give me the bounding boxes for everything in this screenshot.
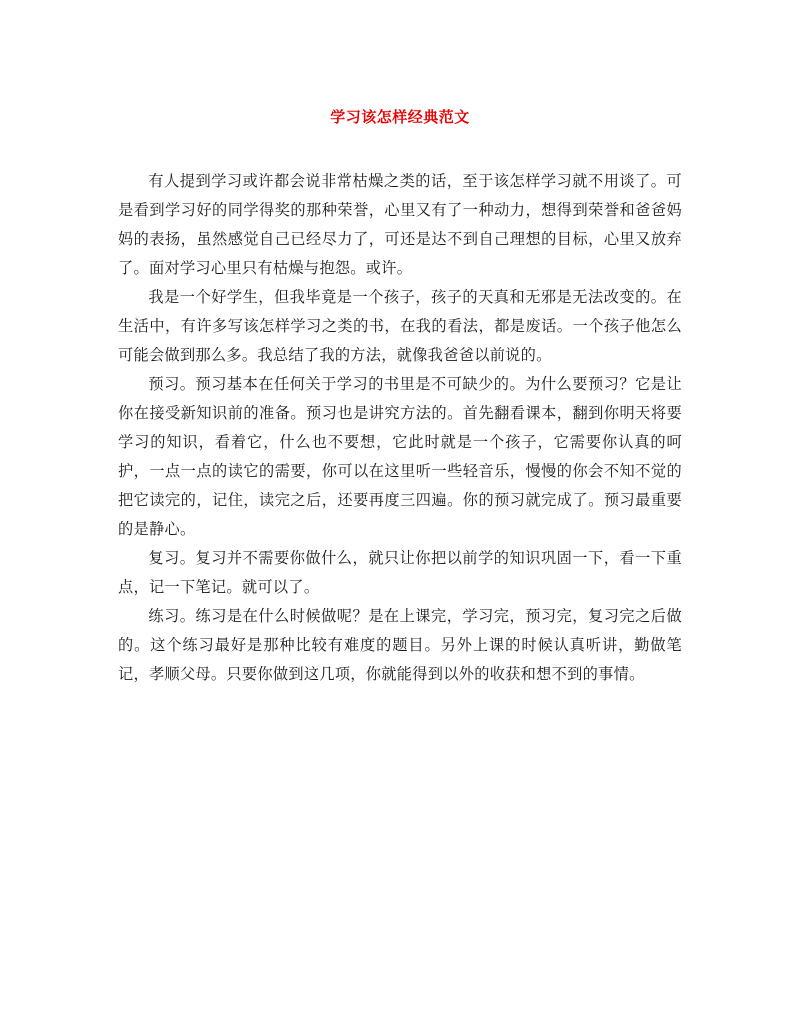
- paragraph-4: 复习。复习并不需要你做什么，就只让你把以前学的知识巩固一下，看一下重点，记一下笔记。就可以了。: [118, 549, 682, 596]
- paragraph-1: 有人提到学习或许都会说非常枯燥之类的话，至于该怎样学习就不用谈了。可是看到学习好的同学得奖的那种荣誉，心里又有了一种动力，想得到荣誉和爸爸妈妈的表扬，虽然感觉自己已经尽力了，可还是达不到自己理想的目标，心里又放弃了。面对学习心里只有枯燥与抱怨。或许。: [118, 172, 682, 277]
- paragraph-2: 我是一个好学生，但我毕竟是一个孩子，孩子的天真和无邪是无法改变的。在生活中，有许多写该怎样学习之类的书，在我的看法，都是废话。一个孩子他怎么可能会做到那么多。我总结了我的方法，就像我爸爸以前说的。: [118, 288, 682, 364]
- paragraph-5: 练习。练习是在什么时候做呢？是在上课完，学习完，预习完，复习完之后做的。这个练习最好是那种比较有难度的题目。另外上课的时候认真听讲，勤做笔记，孝顺父母。只要你做到这几项，你就能得到以外的收获和想不到的事情。: [118, 607, 682, 683]
- document-title: 学习该怎样经典范文: [330, 108, 470, 126]
- paragraph-3: 预习。预习基本在任何关于学习的书里是不可缺少的。为什么要预习？它是让你在接受新知识前的准备。预习也是讲究方法的。首先翻看课本，翻到你明天将要学习的知识，看着它，什么也不要想，它此时就是一个孩子，它需要你认真的呵护，一点一点的读它的需要，你可以在这里听一些轻音乐，慢慢的你会不知不觉的把它读完的，记住，读完之后，还要再度三四遍。你的预习就完成了。预习最重要的是静心。: [118, 375, 682, 538]
